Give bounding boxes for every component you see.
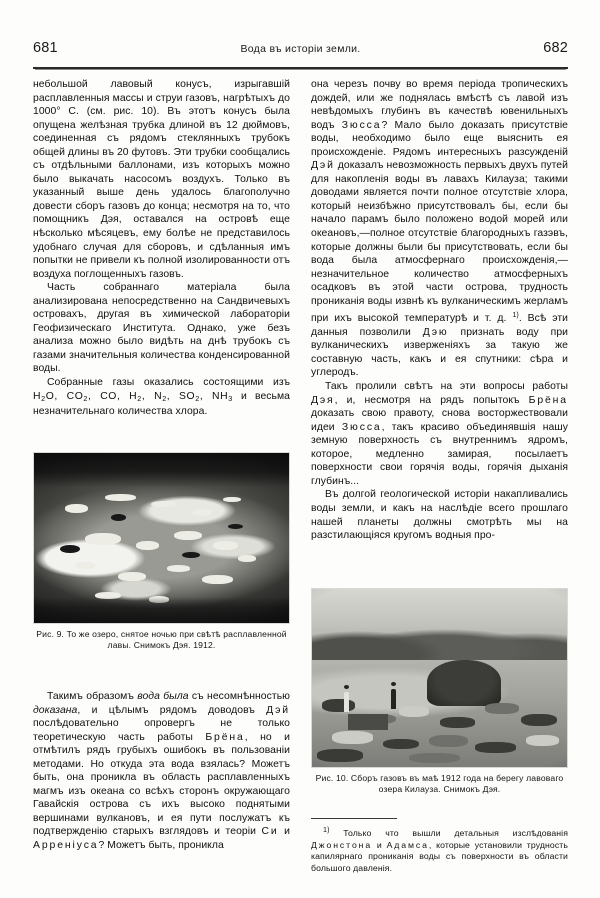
paragraph-juvenile: она черезъ почву во время періода тропическихъ дождей, или же поднялась вмѣстѣ съ лавой изъ невѣдомыхъ глубинъ въ качествѣ ювенильныхъ водъ Зюсса? Мало было доказать присутствіе воды, необходимо было еще выяснить ея происхожденіе. Рядомъ интересныхъ разсужденій Дэй доказалъ невозможность первыхъ двухъ путей для накопленія воды въ лавахъ Килауза; такими доводами является почти полное отсутствіе хлора, который неизбѣжно присутствовалъ бы, если бы начало парамъ было положено водой морей или океановъ,—полное отсутствіе благородныхъ газэвъ, которые должны были бы присутствовать, если бы вода была атмосфернаго происхожденія,—незначительное количество атмосферныхъ осадковъ въ этой части острова, трудность прониканія воды извнѣ къ вулканическимъ жерламъ при ихъ высокой температурѣ и т. д. $^{1)}$. Всѣ эти данныя позволили Дэю признать воду при вулканическихъ изверженіяхъ за такую же составную часть, какъ и ея спутники: сѣра и углеродъ. bbox=[311, 79, 569, 379]
emphasis: доказана bbox=[33, 704, 78, 716]
proper-name: Брёна bbox=[205, 731, 245, 743]
chemical-formula-list: $H_2O$, $CO_2$, CO, $H_2$, $N_2$, $SO_2$, $NH_3$ bbox=[33, 390, 233, 403]
folio-right: 682 bbox=[543, 40, 568, 56]
column-left-lower bbox=[33, 690, 290, 853]
proper-name: Си bbox=[261, 826, 279, 838]
proper-name: Дэй bbox=[311, 160, 335, 172]
footnote-rule bbox=[311, 818, 397, 819]
footnote-block bbox=[311, 818, 568, 874]
figure-9-vignette bbox=[34, 453, 289, 623]
emphasis: вода была bbox=[137, 691, 189, 702]
column-left bbox=[33, 78, 290, 419]
figure-10-caption: Рис. 10. Сборъ газовъ въ маѣ 1912 года на берегу лавоваго озера Килауза. Снимокъ Дэя. bbox=[315, 773, 564, 795]
paragraph-analysis: Часть собраннаго матеріала была анализирована непосредственно на Сандвичевыхъ островахъ, другая въ химической лабораторіи Геофизическаго Института. Однако, уже безъ анализа можно было видѣть на днѣ трубокъ съ газами значительныя количества конденсированной воды. bbox=[33, 282, 290, 375]
figure-10 bbox=[311, 588, 568, 796]
figure-9-photo bbox=[33, 452, 290, 624]
folio-left: 681 bbox=[33, 40, 58, 56]
proper-name: Аррeніуса bbox=[33, 840, 99, 852]
proper-name: Зюсса bbox=[341, 119, 382, 131]
proper-name: Дэя bbox=[311, 394, 335, 406]
paragraph-lava-cone: небольшой лавовый конусъ, изрыгавшій расплавленныя массы и струи газовъ, нагрѣтыхъ до 1000° С. (см. рис. 10). Въ этотъ конусъ была опущена желѣзная трубка длиной въ 12 дюймовъ, соединенная съ рядомъ стеклянныхъ трубокъ общей длины въ 20 футовъ. Эти трубки сообщались съ отдѣльными баллонами, изъ которыхъ можно было выкачать насосомъ воздухъ. Только въ указанный выше день удалось благополучно довести сборъ газовъ до конца; несмотря на то, что помощникъ Дэя, оставался на островѣ еще нѣсколько мѣсяцевъ, ему болѣе не представилось удобнаго случая для сборовъ, и сдѣланныя имъ попытки не привели къ полной изолированности отъ воздуха поглощенныхъ газовъ. bbox=[33, 79, 290, 280]
running-head bbox=[33, 40, 568, 62]
paragraph-light: Такъ пролили свѣтъ на эти вопросы работы Дэя, и, несмотря на рядъ попытокъ Брёна доказать свою правоту, снова восторжествовали идеи Зюсса, такъ красиво объединявшія нашу земную поверхность съ внутреннимъ ядромъ, которое, медленно замирая, посылаетъ поверхности свои горячія воды, горячія дыханія глубинъ... bbox=[311, 381, 569, 487]
figure-9-caption: Рис. 9. То же озеро, снятое ночью при свѣтѣ расплавленной лавы. Снимокъ Дэя. 1912. bbox=[36, 629, 287, 651]
proper-name: Дэй bbox=[266, 704, 290, 716]
footnote-marker[interactable]: 1) bbox=[512, 310, 519, 320]
footnote-text: $^{1)}$ Только что вышли детальныя изслѣдованія Джонстона и Адамса, которые установили трудность капилярнаго прониканія воды съ поверхности въ области большого давленія. bbox=[311, 825, 569, 873]
column-right bbox=[311, 78, 568, 543]
proper-name: Адамса bbox=[386, 839, 429, 850]
proper-name: Зюсса bbox=[341, 421, 382, 433]
proper-name: Дэю bbox=[422, 326, 449, 338]
proper-name: Брёна bbox=[528, 394, 568, 406]
paragraph-history: Въ долгой геологической исторіи накапливались воды земли, и какъ на наслѣдіе всего прошлаго нашей планеты должны смотрѣть мы на разстилающіяся кругомъ водныя про- bbox=[311, 489, 568, 542]
header-rule bbox=[33, 67, 568, 69]
figure-10-vignette bbox=[312, 589, 567, 767]
running-title: Вода въ исторіи земли. bbox=[240, 43, 361, 55]
proper-name: Джонстона bbox=[311, 839, 373, 850]
paragraph-gases: Собранные газы оказались состоящими изъ $H_2O$, $CO_2$, CO, $H_2$, $N_2$, $SO_2$, $NH_3$ и весьма незначительнаго количества хлора. bbox=[33, 377, 291, 418]
paragraph-proof: Такимъ образомъ вода была съ несомнѣнностью доказана, и цѣлымъ рядомъ доводовъ Дэй послѣдовательно опровергъ не только теоретическую часть работы Брёна, но и отмѣтилъ рядъ грубыхъ ошибокъ въ пользованіи методами. Но откуда эта вода взялась? Можетъ быть, она проникла въ область расплавленныхъ магмъ изъ океана со всѣхъ сторонъ окружающаго Гавайскія острова съ ихъ высоко поднятыми вершинами вулкановъ, и ея пути послужатъ къ подтвержденію старыхъ взглядовъ и теоріи Си и Аррeніуса? Можетъ быть, проникла bbox=[33, 691, 291, 852]
figure-9 bbox=[33, 452, 290, 652]
footnote-marker-ref: 1) bbox=[323, 825, 330, 834]
figure-10-photo bbox=[311, 588, 568, 768]
